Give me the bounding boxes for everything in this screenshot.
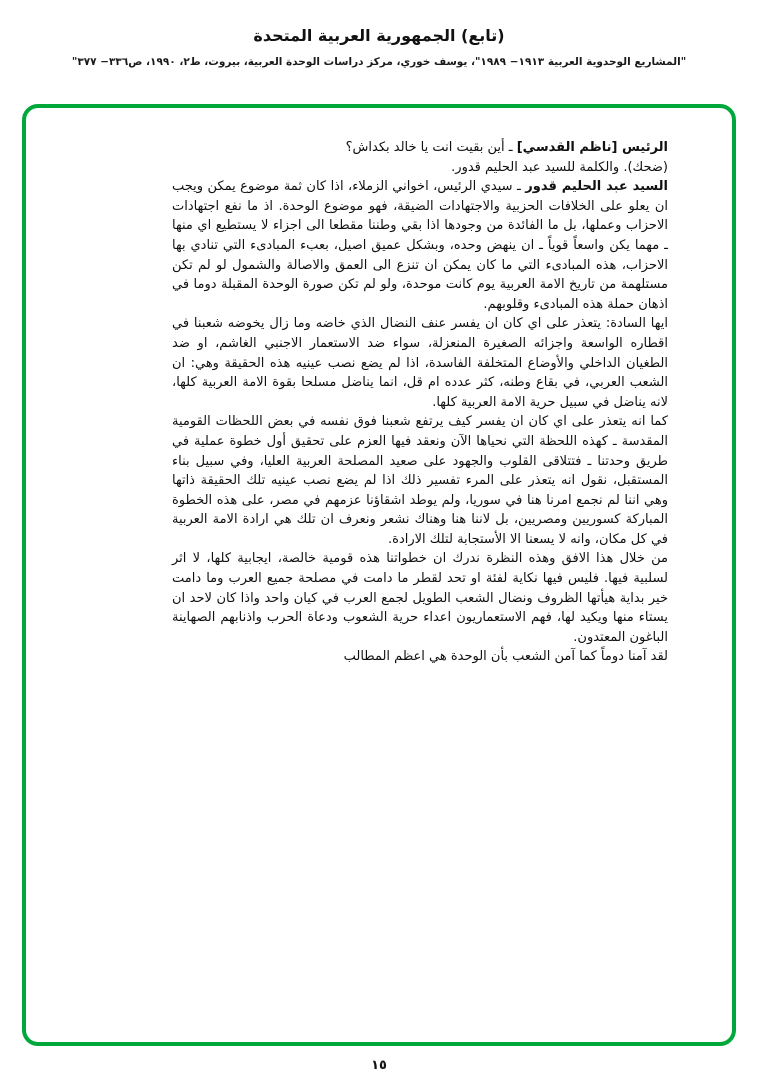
paragraph-text: ايها السادة: يتعذر على اي كان ان يفسر عنف النضال الذي خاضه وما زال يخوضه شعبنا في اقطاره الواسعة واجزائه الصغيرة المنعزلة، سواء ضد الاستعمار الاجنبي الغاشم، او ضد الطغيان الداخلي والأوضاع المتخلفة الفاسدة، اذا لم يضع نصب عينيه هذه الحقيقة وهي: ان الشعب العربي، في بقاع وطنه، كثر عدده ام قل، انما يناضل مسلحا بقوة الامة العربية كلها، لانه يناضل في سبيل حرية الامة العربية كلها. [172,316,668,410]
body-text [172,138,668,667]
speaker-name: السيد عبد الحليم قدور [525,179,668,195]
paragraph-stage-note [172,158,668,178]
page-number: ١٥ [371,1058,387,1073]
paragraph-text: كما انه يتعذر على اي كان ان يفسر كيف يرتفع شعبنا فوق نفسه في بعض اللحظات القومية المقدسة ـ كهذه اللحظة التي نحياها الآن ونعقد فيها العزم على تحقيق أول خطوة عملية في طريق وحدتنا ـ فتتلاقى القلوب والجهود على صعيد المصلحة العربية العليا، وفي سبيل بناء المستقبل، نقول انه يتعذر على المرء تفسير ذلك اذا لم يضع نصب عينيه تلك الحقيقة ذاتها وهي اننا لم نجمع امرنا هنا في سوريا، ولم يوطد اشقاؤنا عزمهم في مصر، على هذه الخطوة المباركة كسوريين ومصريين، بل لاننا هنا وهناك نشعر ونعرف ان تلك هي ارادة الامة العربية في كل مكان، وانه لا يسعنا الا الأستجابة لتلك الارادة. [172,414,668,547]
paragraph-speech-1 [172,177,668,314]
speaker-name: الرئيس [ناظم القدسي] [516,140,668,155]
paragraph-text: ـ أين بقيت انت يا خالد بكداش؟ [345,140,517,155]
paragraph-speech-4 [172,549,668,647]
content-frame [22,104,736,1046]
paragraph-speaker-question [172,138,668,158]
paragraph-text: ـ سيدي الرئيس، اخواني الزملاء، اذا كان ثمة موضوع يمكن ويجب ان يعلو على الخلافات الحزبية والاجتهادات الضيقة، فهو موضوع الوحدة. اذ ما نفع اجتهادات الاحزاب وعملها، بل ما الفائدة من وجودها اذا بقي وطننا مقطعا الى اجزاء لا يستطيع اي منها ـ مهما يكن واسعاً قوياً ـ ان ينهض وحده، وبشكل عميق اصيل، بعبء المبادىء التي تنادي بها الاحزاب، هذه المبادىء التي ما كان يمكن ان تنزع الى العمق والاصالة والشمول لو لم تكن مستلهمة من تاريخ الامة العربية يوم كانت موحدة، ولو لم تكن صورة الوحدة المقبلة دوما في اذهان حملة هذه المبادىء وقلوبهم. [172,179,668,312]
paragraph-speech-5 [172,647,668,667]
paragraph-text: لقد آمنا دوماً كما آمن الشعب بأن الوحدة هي اعظم المطالب [343,649,668,665]
paragraph-speech-2 [172,314,668,412]
document-title: (تابع) الجمهورية العربية المتحدة [253,26,505,45]
paragraph-text: (ضحك). والكلمة للسيد عبد الحليم قدور. [451,159,668,175]
source-citation: "المشاريع الوحدوية العربية ١٩١٣− ١٩٨٩"، يوسف خوري، مركز دراسات الوحدة العربية، بيروت، ط٢، ١٩٩٠، ص٣٣٦− ٣٧٧" [71,56,687,68]
paragraph-text: من خلال هذا الافق وهذه النظرة ندرك ان خطواتنا هذه قومية خالصة، ايجابية كلها، لا اثر لسلبية فيها. فليس فيها نكاية لفئة او تحد لقطر ما دامت في مصلحة جميع العرب وما دامت خير بداية هيأتها الظروف ونضال الشعب الطويل لجمع العرب في كيان واحد واذا كان لاحد ان يستاء منها ويكيد لها، فهم الاستعماريون اعداء حرية الشعوب ودعاة الحرب واذنابهم الصهاينة الباغون المعتدون. [172,551,668,645]
page-header [0,26,758,68]
paragraph-speech-3 [172,412,668,549]
